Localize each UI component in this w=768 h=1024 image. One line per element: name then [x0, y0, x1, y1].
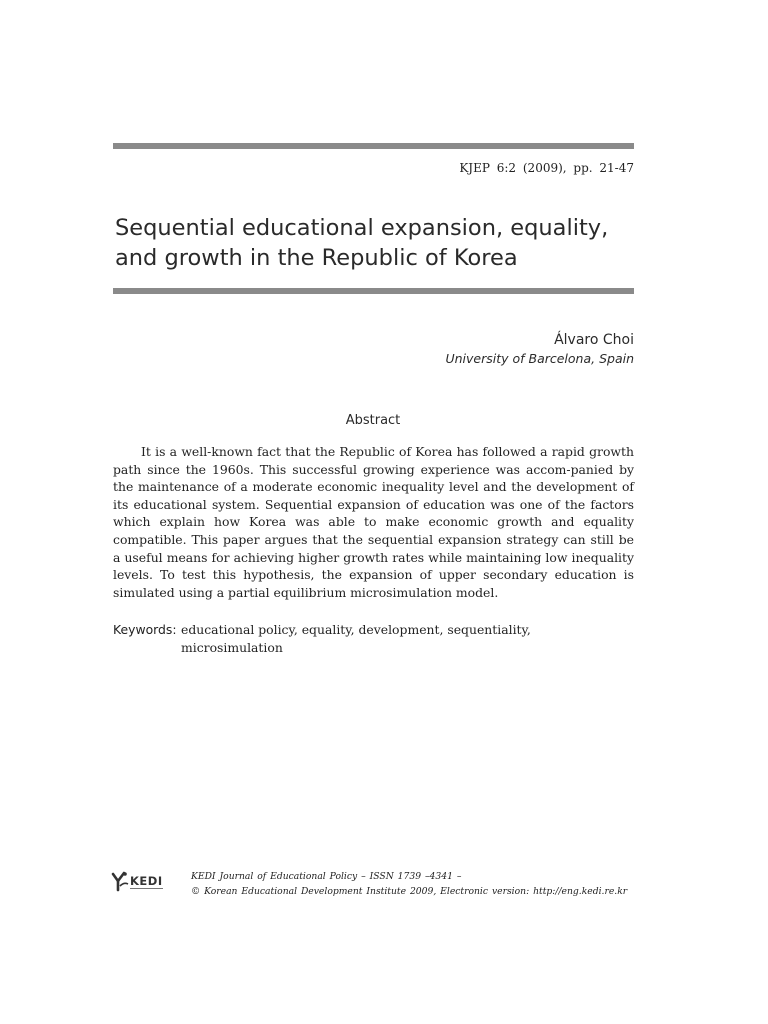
footer-text [191, 869, 627, 899]
abstract-heading: Abstract [345, 413, 401, 428]
author-affiliation: University of Barcelona, Spain [445, 351, 634, 366]
keywords [113, 621, 634, 656]
footer [111, 869, 651, 899]
keywords-values: educational policy, equality, development, sequentiality, microsimulation [181, 622, 531, 655]
footer-journal-issn: KEDI Journal of Educational Policy – ISSN 1739 –4341 – [191, 871, 462, 882]
author-name: Álvaro Choi [554, 332, 634, 348]
kedi-logo-icon [111, 870, 181, 894]
top-rule [113, 143, 634, 149]
footer-copyright: © Korean Educational Development Institute 2009, Electronic version: http://eng.kedi.re.kr [191, 886, 628, 897]
title-bottom-rule [113, 288, 634, 294]
abstract-body: It is a well-known fact that the Republic of Korea has followed a rapid growth path since the 1960s. This successful growing experience was accom-panied by the maintenance of a moderate economic inequality level and the development of its educational system. Sequential expansion of education was one of the factors which explain how Korea was able to make economic growth and equality compatible. This paper argues that the sequential expansion strategy can still be a useful means for achieving higher growth rates while maintaining low inequality levels. To test this hypothesis, the expansion of upper secondary education is simulated using a partial equilibrium microsimulation model. [113, 444, 634, 600]
keywords-label: Keywords: [113, 622, 177, 637]
journal-reference: KJEP 6:2 (2009), pp. 21-47 [459, 161, 634, 175]
kedi-logo-text: KEDI [130, 874, 163, 888]
article-title: Sequential educational expansion, equality, and growth in the Republic of Korea [115, 215, 609, 271]
